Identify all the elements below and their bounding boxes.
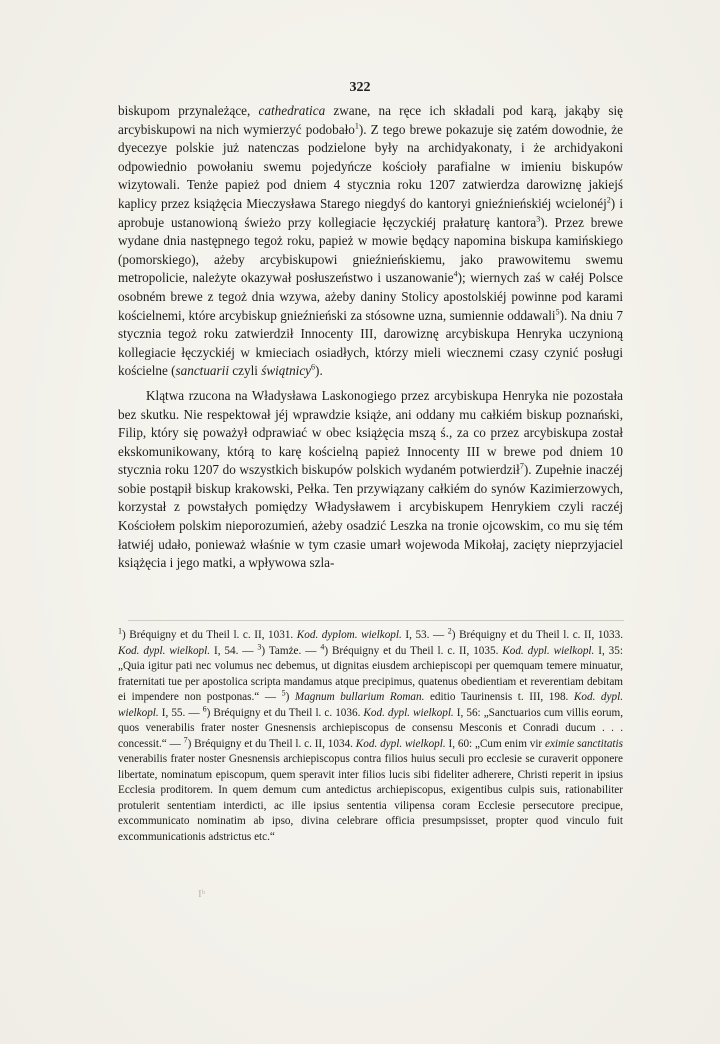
footnote-number: 6	[202, 703, 207, 713]
footnote-divider	[128, 620, 624, 621]
page-number: 322	[349, 80, 371, 95]
footnote-number: 7	[183, 734, 188, 744]
footnote-text: I, 60: „Cum enim vir	[445, 737, 545, 750]
footnote-text: ) Bréquigny et du Theil l. c. II, 1033.	[451, 629, 624, 641]
paragraph-2	[118, 387, 623, 573]
footnote-text: ) Bréquigny et du Theil l. c. II, 1034.	[187, 737, 356, 750]
footnote-ref: 7	[519, 461, 524, 471]
footnote-italic: Kod. dypl. wielkopl.	[502, 644, 595, 657]
footnote-text: )	[285, 691, 295, 703]
text-run: czyli	[228, 363, 262, 379]
footnote-text: I, 53. —	[401, 629, 445, 641]
text-run: biskupom przynależące,	[118, 103, 259, 118]
footnote-text: I, 35: „Quia igitur pati nec volumus nec debemus, ut dignitas eiusdem archiepiscopi per quemquam temere minuatur, fraternitati tue per apostolica scripta mandamus atque precipimus, quatenus obedientiam et reverentiam debitam ei impendere non postponas.“ —	[118, 644, 623, 703]
text-run: zwane, na ręce ich składali pod karą, jakąby się arcybiskupowi na nich wymierzyć podobało	[118, 103, 623, 137]
footnote-text: ) Bréquigny et du Theil l. c. 1036.	[206, 706, 364, 719]
footnote-number: 5	[281, 688, 286, 698]
footnote-text: ) Bréquigny et du Theil l. c. II, 1035.	[324, 644, 503, 657]
text-run: ).	[315, 363, 323, 379]
footnote-number: 2	[447, 626, 452, 636]
text-run: ); wiernych zaś w całéj Polsce osobném brewe z tegoż dnia wzywa, ażeby daniny Stolicy apostolskiéj powinne pod karami kościelnemi, które arcybiskup gnieźnieński za stósowne uzna, sumiennie oddawali	[118, 270, 623, 323]
footnote-italic: eximie sanctitatis	[544, 737, 623, 750]
footnote-italic: Magnum bullarium Roman.	[294, 691, 425, 703]
footnote-ref: 6	[311, 362, 316, 372]
text-run: ). Z tego brewe pokazuje się zatém dowodnie, że dyecezye polskie już natenczas podzielone były na archidyakonaty, i że archidyakoni odpowiednio powołaniu swemu pojedyńcze kościoły parafialne w imieniu biskupów wizytowali. Tenże papież pod dniem 4 stycznia roku 1207 zatwierdza darowiznę jakiejś kaplicy przez książęcia Mieczysława Starego niegdyś do kantoryi gnieźnieńskiéj wcielonéj	[118, 121, 623, 211]
text-run: ). Zupełnie inaczéj sobie postąpił biskup krakowski, Pełka. Ten przywiązany całkiém do synów Kazimierzowych, korzystał z powstałych pomiędzy Władysławem i arcybiskupem Henrykiem czyli raczéj Kościołem polskim nieporozumień, ażeby osadzić Leszka na tronie ojcowskim, co mu się tém łatwiéj udało, ponieważ właśnie w tym czasie umarł wojewoda Mikołaj, zacięty nieprzyjaciel książęcia i jego matki, a wpływowa szla-	[118, 462, 623, 571]
text-run: ) i aprobuje ustanowioną świeżo przy kollegiacie łęczyckiéj prałaturę kantora	[118, 195, 624, 230]
paragraph-1	[118, 102, 623, 381]
footnote-text: I, 54. —	[210, 644, 258, 657]
italic-term: świątnicy	[261, 363, 312, 379]
footnotes	[118, 628, 623, 845]
text-run: ). Na dniu 7 stycznia tegoż roku zatwierdził Innocenty III, darowiznę arcybiskupa Henryka uczynioną kollegiacie łęczyckiéj w kmieciach osiadłych, którzy mieli wiecznemi czasy czynić posługi kościelne (	[118, 307, 623, 379]
footnote-text: ) Tamże. —	[261, 644, 317, 657]
footnote-text: I, 56: „Sanctuarios cum villis eorum, quos venerabilis frater noster Gnesnensis archiepiscopus de consensu Mesconis et Conradi ducum . . . concessit.“ —	[118, 706, 624, 750]
text-run: ). Przez brewe wydane dnia następnego tegoż roku, papież w mowie będący napomina biskupa kamińskiego (pomorskiego), ażeby arcybiskupowi gnieźnieńskiemu, jako prawowitemu swemu metropolicie, należyte okazywał posłuszeństwo i uszanowanie	[118, 214, 623, 286]
footnote-text: editio Taurinensis t. III, 198.	[424, 691, 574, 703]
footnote-number: 4	[320, 641, 325, 651]
footnote-text: ) Bréquigny et du Theil l. c. II, 1031.	[122, 629, 297, 641]
main-text	[118, 102, 623, 573]
footnote-ref: 4	[453, 269, 458, 279]
footnote-ref: 1	[354, 121, 359, 131]
footnote-italic: Kod. dypl. wielkopl.	[363, 706, 454, 719]
footnote-ref: 2	[606, 195, 611, 205]
text-run: Klątwa rzucona na Władysława Laskonogiego przez arcybiskupa Henryka nie pozostała bez skutku. Nie respektował jéj wprawdzie książe, ani oddany mu całkiém biskup poznański, Filip, który się poważył odprawiać w obec książęcia mszą ś., za co przez arcybiskupa został ekskomunikowany, którą to karę kościelną papież Innocenty III w brewe pod dniem 10 stycznia roku 1207 do wszystkich biskupów polskich wydaném potwierdził	[118, 387, 623, 478]
footnote-italic: Kod. dyplom. wielkopl.	[296, 629, 402, 641]
footnote-ref: 3	[536, 214, 541, 224]
footnote-italic: Kod. dypl. wielkopl.	[118, 644, 211, 657]
footnote-ref: 5	[555, 307, 560, 317]
library-stamp: Iᵇ	[198, 888, 206, 900]
footnote-number: 1	[118, 626, 122, 636]
italic-term: sanctuarii	[175, 363, 229, 379]
footnote-block	[118, 628, 623, 845]
italic-term: cathedratica	[258, 103, 326, 118]
footnote-text: venerabilis frater noster Gnesnensis archiepiscopus contra filios huius seculi pro ecclesie se curaverit opponere libertate, nominatum episcopum, quem speravit inter filios lucis sibi fideliter adherere, Christi reperit in ipsius Ecclesia proditorem. In quem demum cum antedictus archiepiscopus, exigentibus culpis suis, rationabiliter protulerit sententiam interdicti, ac ille ipsius sententia vilipensa coram Ecclesie persecutore precipue, excommunicato nominatim ab ipso, divina celebrare officia presumpsisset, propter quod vinculo fuit excommunicationis adstrictus etc.“	[118, 753, 623, 843]
footnote-text: I, 55. —	[158, 706, 203, 719]
footnote-italic: Kod. dypl. wielkopl.	[118, 691, 623, 719]
footnote-italic: Kod. dypl. wielkopl.	[355, 737, 446, 750]
footnote-number: 3	[257, 641, 262, 651]
